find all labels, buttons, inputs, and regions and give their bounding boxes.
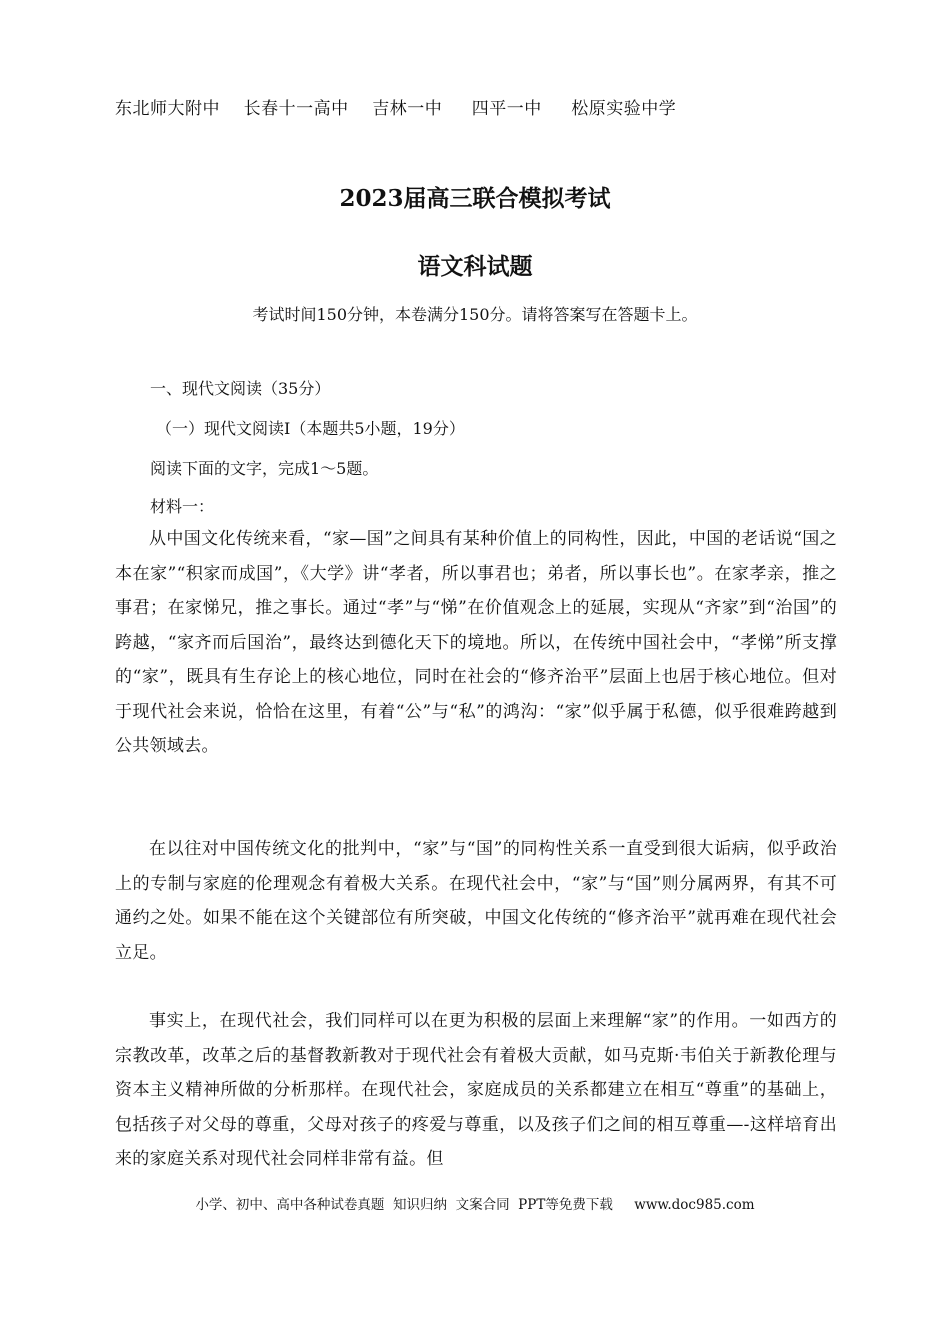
paragraph-3: 事实上，在现代社会，我们同样可以在更为积极的层面上来理解“家”的作用。一如西方的宗教改革，改革之后的基督教新教对于现代社会有着极大贡献，如马克斯·韦伯关于新教伦理与资本主义精神所做的分析那样。在现代社会，家庭成员的关系都建立在相互“尊重”的基础上，包括孩子对父母的尊重，父母对孩子的疼爱与尊重，以及孩子们之间的相互尊重—-这样培育出来的家庭关系对现代社会同样非常有益。但	[115, 1011, 837, 1169]
subsection-heading: （一）现代文阅读I（本题共5小题，19分）	[156, 419, 465, 438]
paragraph-1: 从中国文化传统来看，“家—国”之间具有某种价值上的同构性，因此，中国的老话说“国之本在家”“积家而成国”，《大学》讲“孝者，所以事君也；弟者，所以事长也”。在家孝亲，推之事君；在家悌兄，推之事长。通过“孝”与“悌”在价值观念上的延展，实现从“齐家”到“治国”的跨越，“家齐而后国治”，最终达到德化天下的境地。所以，在传统中国社会中，“孝悌”所支撑的“家”，既具有生存论上的核心地位，同时在社会的“修齐治平”层面上也居于核心地位。但对于现代社会来说，恰恰在这里，有着“公”与“私”的鸿沟：“家”似乎属于私德，似乎很难跨越到公共领域去。	[115, 529, 837, 756]
material-label: 材料一：	[150, 497, 215, 516]
paragraph-2: 在以往对中国传统文化的批判中，“家”与“国”的同构性关系一直受到很大诟病，似乎政治上的专制与家庭的伦理观念有着极大关系。在现代社会中，“家”与“国”则分属两界，有其不可通约之处。如果不能在这个关键部位有所突破，中国文化传统的“修齐治平”就再难在现代社会立足。	[115, 839, 837, 963]
section-heading: 一、现代文阅读（35分）	[150, 379, 331, 398]
exam-title: 2023届高三联合模拟考试	[339, 185, 611, 212]
reading-instruction: 阅读下面的文字，完成1～5题。	[150, 459, 379, 478]
subject-title: 语文科试题	[417, 253, 533, 280]
school-list: 东北师大附中 长春十一高中 吉林一中 四平一中 松原实验中学	[115, 99, 677, 119]
exam-instructions: 考试时间150分钟，本卷满分150分。请将答案写在答题卡上。	[252, 305, 698, 324]
page-footer: 小学、初中、高中各种试卷真题 知识归纳 文案合同 PPT等免费下载 www.doc985.com	[195, 1197, 755, 1213]
